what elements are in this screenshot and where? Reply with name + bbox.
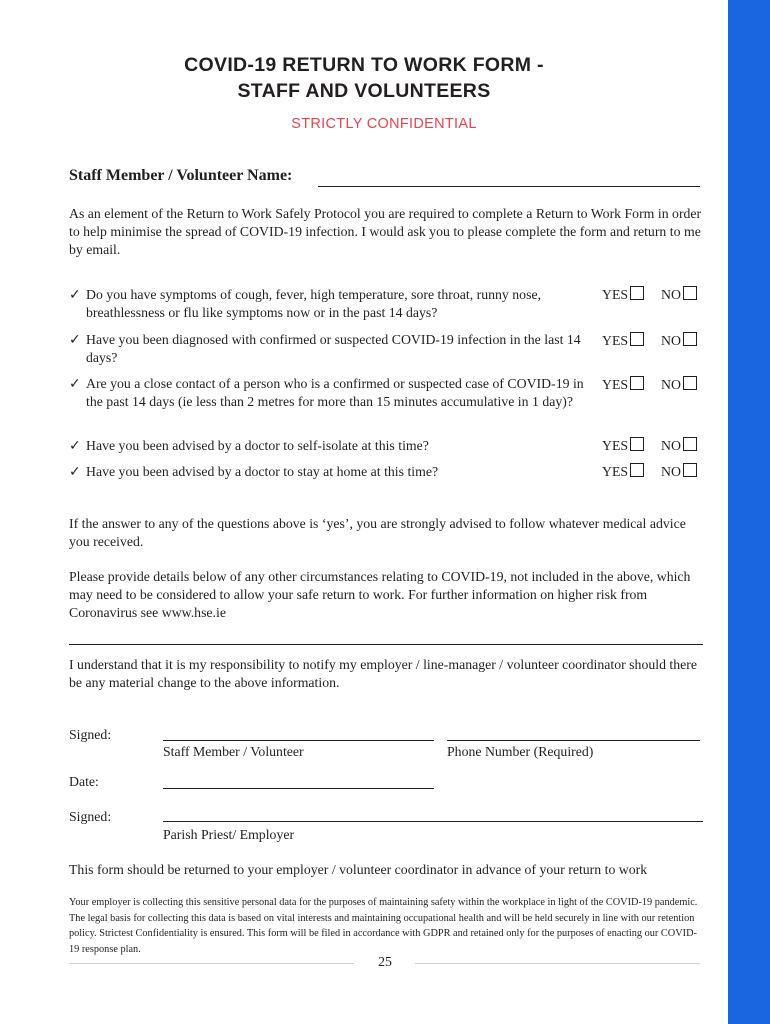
question-4 bbox=[69, 437, 589, 455]
name-field[interactable] bbox=[318, 186, 700, 187]
intro-paragraph: As an element of the Return to Work Safely Protocol you are required to complete a Return to Work Form in order to help minimise the spread of COVID-19 infection. I would ask you to please complete the form and return to me by email. bbox=[69, 206, 702, 257]
no-checkbox[interactable] bbox=[683, 286, 697, 300]
page-number: 25 bbox=[378, 954, 392, 969]
yes-label: YES bbox=[602, 438, 629, 453]
side-accent-bar bbox=[728, 0, 770, 1024]
employer-signature-line[interactable] bbox=[163, 821, 703, 822]
details-paragraph: Please provide details below of any other circumstances relating to COVID-19, not included in the above, which may need to be considered to allow your safe return to work. For further information on higher risk from Coronavirus see www.hse.ie bbox=[69, 569, 691, 620]
answer-2 bbox=[602, 332, 681, 350]
yes-label: YES bbox=[602, 377, 629, 392]
footer-rule-left bbox=[69, 963, 354, 964]
yes-label: YES bbox=[602, 333, 629, 348]
no-checkbox[interactable] bbox=[683, 437, 697, 451]
responsibility-paragraph: I understand that it is my responsibility to notify my employer / line-manager / volunteer coordinator should there be any material change to the above information. bbox=[69, 657, 698, 690]
form-title-line-2: STAFF AND VOLUNTEERS bbox=[237, 80, 491, 102]
advice-paragraph: If the answer to any of the questions above is ‘yes’, you are strongly advised to follow whatever medical advice you received. bbox=[69, 516, 686, 549]
yes-label: YES bbox=[602, 464, 629, 479]
yes-checkbox[interactable] bbox=[630, 463, 644, 477]
no-checkbox[interactable] bbox=[683, 463, 697, 477]
answer-4 bbox=[602, 437, 681, 455]
check-icon: ✓ bbox=[69, 332, 81, 348]
date-label: Date: bbox=[69, 774, 99, 789]
return-note: This form should be returned to your employer / volunteer coordinator in advance of your return to work bbox=[69, 862, 648, 877]
no-checkbox[interactable] bbox=[683, 376, 697, 390]
check-icon: ✓ bbox=[69, 287, 81, 303]
question-text: Have you been diagnosed with confirmed or suspected COVID-19 infection in the last 14 days? bbox=[86, 332, 581, 365]
yes-label: YES bbox=[602, 287, 629, 302]
signed-label-2: Signed: bbox=[69, 809, 112, 824]
no-label: NO bbox=[661, 464, 681, 479]
privacy-notice: Your employer is collecting this sensitive personal data for the purposes of maintaining safety within the workplace in light of the COVID-19 pandemic. The legal basis for collecting this data is based on vital interests and maintaining occupational health and will be held securely in line with our retention policy. Strictest Confidentiality is ensured. This form will be filed in accordance with GDPR and retained only for the purposes of enacting our COVID-19 response plan. bbox=[69, 897, 698, 955]
no-label: NO bbox=[661, 287, 681, 302]
name-label: Staff Member / Volunteer Name: bbox=[69, 167, 293, 184]
check-icon: ✓ bbox=[69, 464, 81, 480]
question-2 bbox=[69, 331, 589, 367]
confidential-notice: STRICTLY CONFIDENTIAL bbox=[291, 116, 477, 132]
check-icon: ✓ bbox=[69, 438, 81, 454]
no-label: NO bbox=[661, 333, 681, 348]
staff-signature-line[interactable] bbox=[163, 740, 434, 741]
details-input-line[interactable] bbox=[69, 644, 703, 645]
answer-1 bbox=[602, 286, 681, 304]
question-text: Have you been advised by a doctor to stay at home at this time? bbox=[86, 464, 439, 479]
signed-label: Signed: bbox=[69, 727, 112, 742]
yes-checkbox[interactable] bbox=[630, 332, 644, 346]
no-checkbox[interactable] bbox=[683, 332, 697, 346]
question-5 bbox=[69, 463, 589, 481]
phone-caption: Phone Number (Required) bbox=[447, 744, 594, 759]
check-icon: ✓ bbox=[69, 376, 81, 392]
date-line[interactable] bbox=[163, 788, 434, 789]
answer-5 bbox=[602, 463, 681, 481]
yes-checkbox[interactable] bbox=[630, 437, 644, 451]
question-3 bbox=[69, 375, 589, 411]
employer-caption: Parish Priest/ Employer bbox=[163, 827, 295, 842]
no-label: NO bbox=[661, 377, 681, 392]
question-1 bbox=[69, 286, 589, 322]
phone-number-line[interactable] bbox=[447, 740, 700, 741]
question-text: Have you been advised by a doctor to self-isolate at this time? bbox=[86, 438, 429, 453]
yes-checkbox[interactable] bbox=[630, 286, 644, 300]
no-label: NO bbox=[661, 438, 681, 453]
question-text: Are you a close contact of a person who is a confirmed or suspected case of COVID-19 in the past 14 days (ie less than 2 metres for more than 15 minutes accumulative in 1 day)? bbox=[86, 376, 584, 409]
question-text: Do you have symptoms of cough, fever, high temperature, sore throat, runny nose, breathlessness or flu like symptoms now or in the past 14 days? bbox=[86, 287, 542, 320]
answer-3 bbox=[602, 376, 681, 394]
yes-checkbox[interactable] bbox=[630, 376, 644, 390]
form-title-line-1: COVID-19 RETURN TO WORK FORM - bbox=[184, 54, 544, 76]
staff-caption: Staff Member / Volunteer bbox=[163, 744, 304, 759]
footer-rule-right bbox=[415, 963, 700, 964]
